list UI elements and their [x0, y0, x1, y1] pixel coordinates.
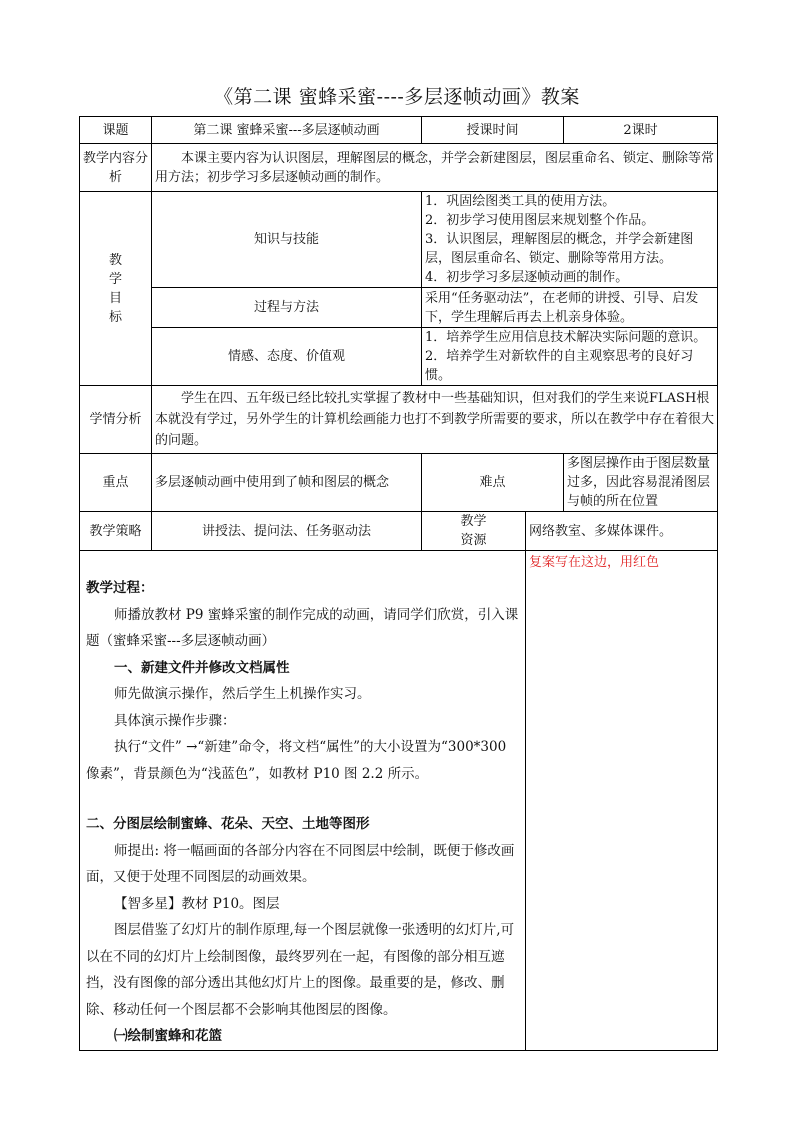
topic-value: 第二课 蜜蜂采蜜---多层逐帧动画: [152, 117, 422, 144]
goals-label-char: 教: [108, 252, 122, 268]
part1-paragraph: 师先做演示操作，然后学生上机操作实习。: [114, 686, 371, 702]
page-title: 《第二课 蜜蜂采蜜----多层逐帧动画》教案: [214, 86, 580, 108]
goal-emotion-row: [80, 328, 718, 386]
goals-label: [80, 192, 152, 386]
goals-label-char: 标: [108, 309, 122, 325]
process-heading: 教学过程：: [86, 580, 154, 596]
topic-label: 课题: [80, 117, 152, 144]
students-row: [80, 386, 718, 454]
key-label: 重点: [80, 454, 152, 512]
resources-value: 网络教室、多媒体课件。: [526, 512, 718, 551]
spacer: [86, 551, 519, 575]
goal-knowledge-row: [80, 192, 718, 288]
strategy-value: 讲授法、提问法、任务驱动法: [152, 512, 422, 551]
part2-paragraph: 师提出: 将一幅画面的各部分内容在不同图层中绘制，既便于修改画面，又便于处理不同图层的动画效果。: [86, 842, 515, 885]
hard-label: 难点: [422, 454, 564, 512]
resources-label: [422, 512, 526, 551]
lesson-plan-table: [79, 116, 718, 1051]
part2-title: 二、分图层绘制蜜蜂、花朵、天空、土地等图形: [86, 816, 370, 832]
knowledge-item: 3．认识图层，理解图层的概念，并学会新建图层，图层重命名、锁定、删除等常用方法。: [425, 232, 694, 266]
time-value: 2课时: [564, 117, 718, 144]
students-value: 学生在四、五年级已经比较扎实掌握了教材中一些基础知识，但对我们的学生来说FLASH根本就没有学过，另外学生的计算机绘画能力也打不到教学所需要的要求，所以在教学中存在着很大的问题。: [152, 386, 718, 454]
content-label: 教学内容分析: [80, 144, 152, 192]
knowledge-item: 1．巩固绘图类工具的使用方法。: [425, 194, 616, 209]
resources-label-line: 教学: [460, 514, 487, 529]
part1-paragraph: 执行“文件” →“新建”命令，将文档“属性”的大小设置为“300*300像素”，背景颜色为“浅蓝色”，如教材 P10 图 2.2 所示。: [86, 739, 507, 782]
part2-paragraph: 【智多星】教材 P10。图层: [114, 895, 280, 912]
part1-title: 一、新建文件并修改文档属性: [114, 659, 290, 676]
goals-label-char: 目: [108, 290, 122, 306]
knowledge-item: 4．初步学习多层逐帧动画的制作。: [425, 270, 629, 285]
content-row: [80, 144, 718, 192]
part2-subheading: ㈠绘制蜜蜂和花篮: [114, 1028, 222, 1044]
emotion-label: 情感、态度、价值观: [152, 328, 422, 386]
knowledge-label: 知识与技能: [152, 192, 422, 288]
time-label: 授课时间: [422, 117, 564, 144]
emotion-items: [422, 328, 718, 386]
hard-value: 多图层操作由于图层数量过多，因此容易混淆图层与帧的所在位置: [564, 454, 718, 512]
students-label: 学情分析: [80, 386, 152, 454]
emotion-item: 1．培养学生应用信息技术解决实际问题的意识。: [425, 330, 707, 345]
side-note: 复案写在这边，用红色: [526, 551, 718, 1051]
resources-label-line: 资源: [460, 533, 487, 548]
emotion-item: 2．培养学生对新软件的自主观察思考的良好习惯。: [425, 349, 694, 383]
process-method-label: 过程与方法: [152, 288, 422, 328]
topic-row: [80, 117, 718, 144]
process-method-value: 采用“任务驱动法”，在老师的讲授、引导、启发下，学生理解后再去上机亲身体验。: [422, 288, 718, 328]
knowledge-items: [422, 192, 718, 288]
spacer: [86, 787, 519, 811]
process-row: [80, 551, 718, 1051]
process-intro: 师播放教材 P9 蜜蜂采蜜的制作完成的动画，请同学们欣赏，引入课题（蜜蜂采蜜---多层逐帧动画）: [86, 606, 519, 649]
teaching-process: [80, 551, 526, 1051]
part1-paragraph: 具体演示操作步骤：: [114, 712, 236, 729]
strategy-row: [80, 512, 718, 551]
goals-label-char: 学: [108, 271, 122, 287]
part2-paragraph: 图层借鉴了幻灯片的制作原理,每一个图层就像一张透明的幻灯片,可以在不同的幻灯片上绘制图像，最终罗列在一起，有图像的部分相互遮挡，没有图像的部分透出其他幻灯片上的图像。最重要的是，修改、删除、移动任何一个图层都不会影响其他图层的图像。: [86, 922, 515, 1018]
strategy-label: 教学策略: [80, 512, 152, 551]
key-value: 多层逐帧动画中使用到了帧和图层的概念: [152, 454, 422, 512]
knowledge-item: 2．初步学习使用图层来规划整个作品。: [425, 213, 655, 228]
content-value: 本课主要内容为认识图层，理解图层的概念，并学会新建图层，图层重命名、锁定、删除等常用方法；初步学习多层逐帧动画的制作。: [152, 144, 718, 192]
goal-process-row: [80, 288, 718, 328]
key-row: [80, 454, 718, 512]
